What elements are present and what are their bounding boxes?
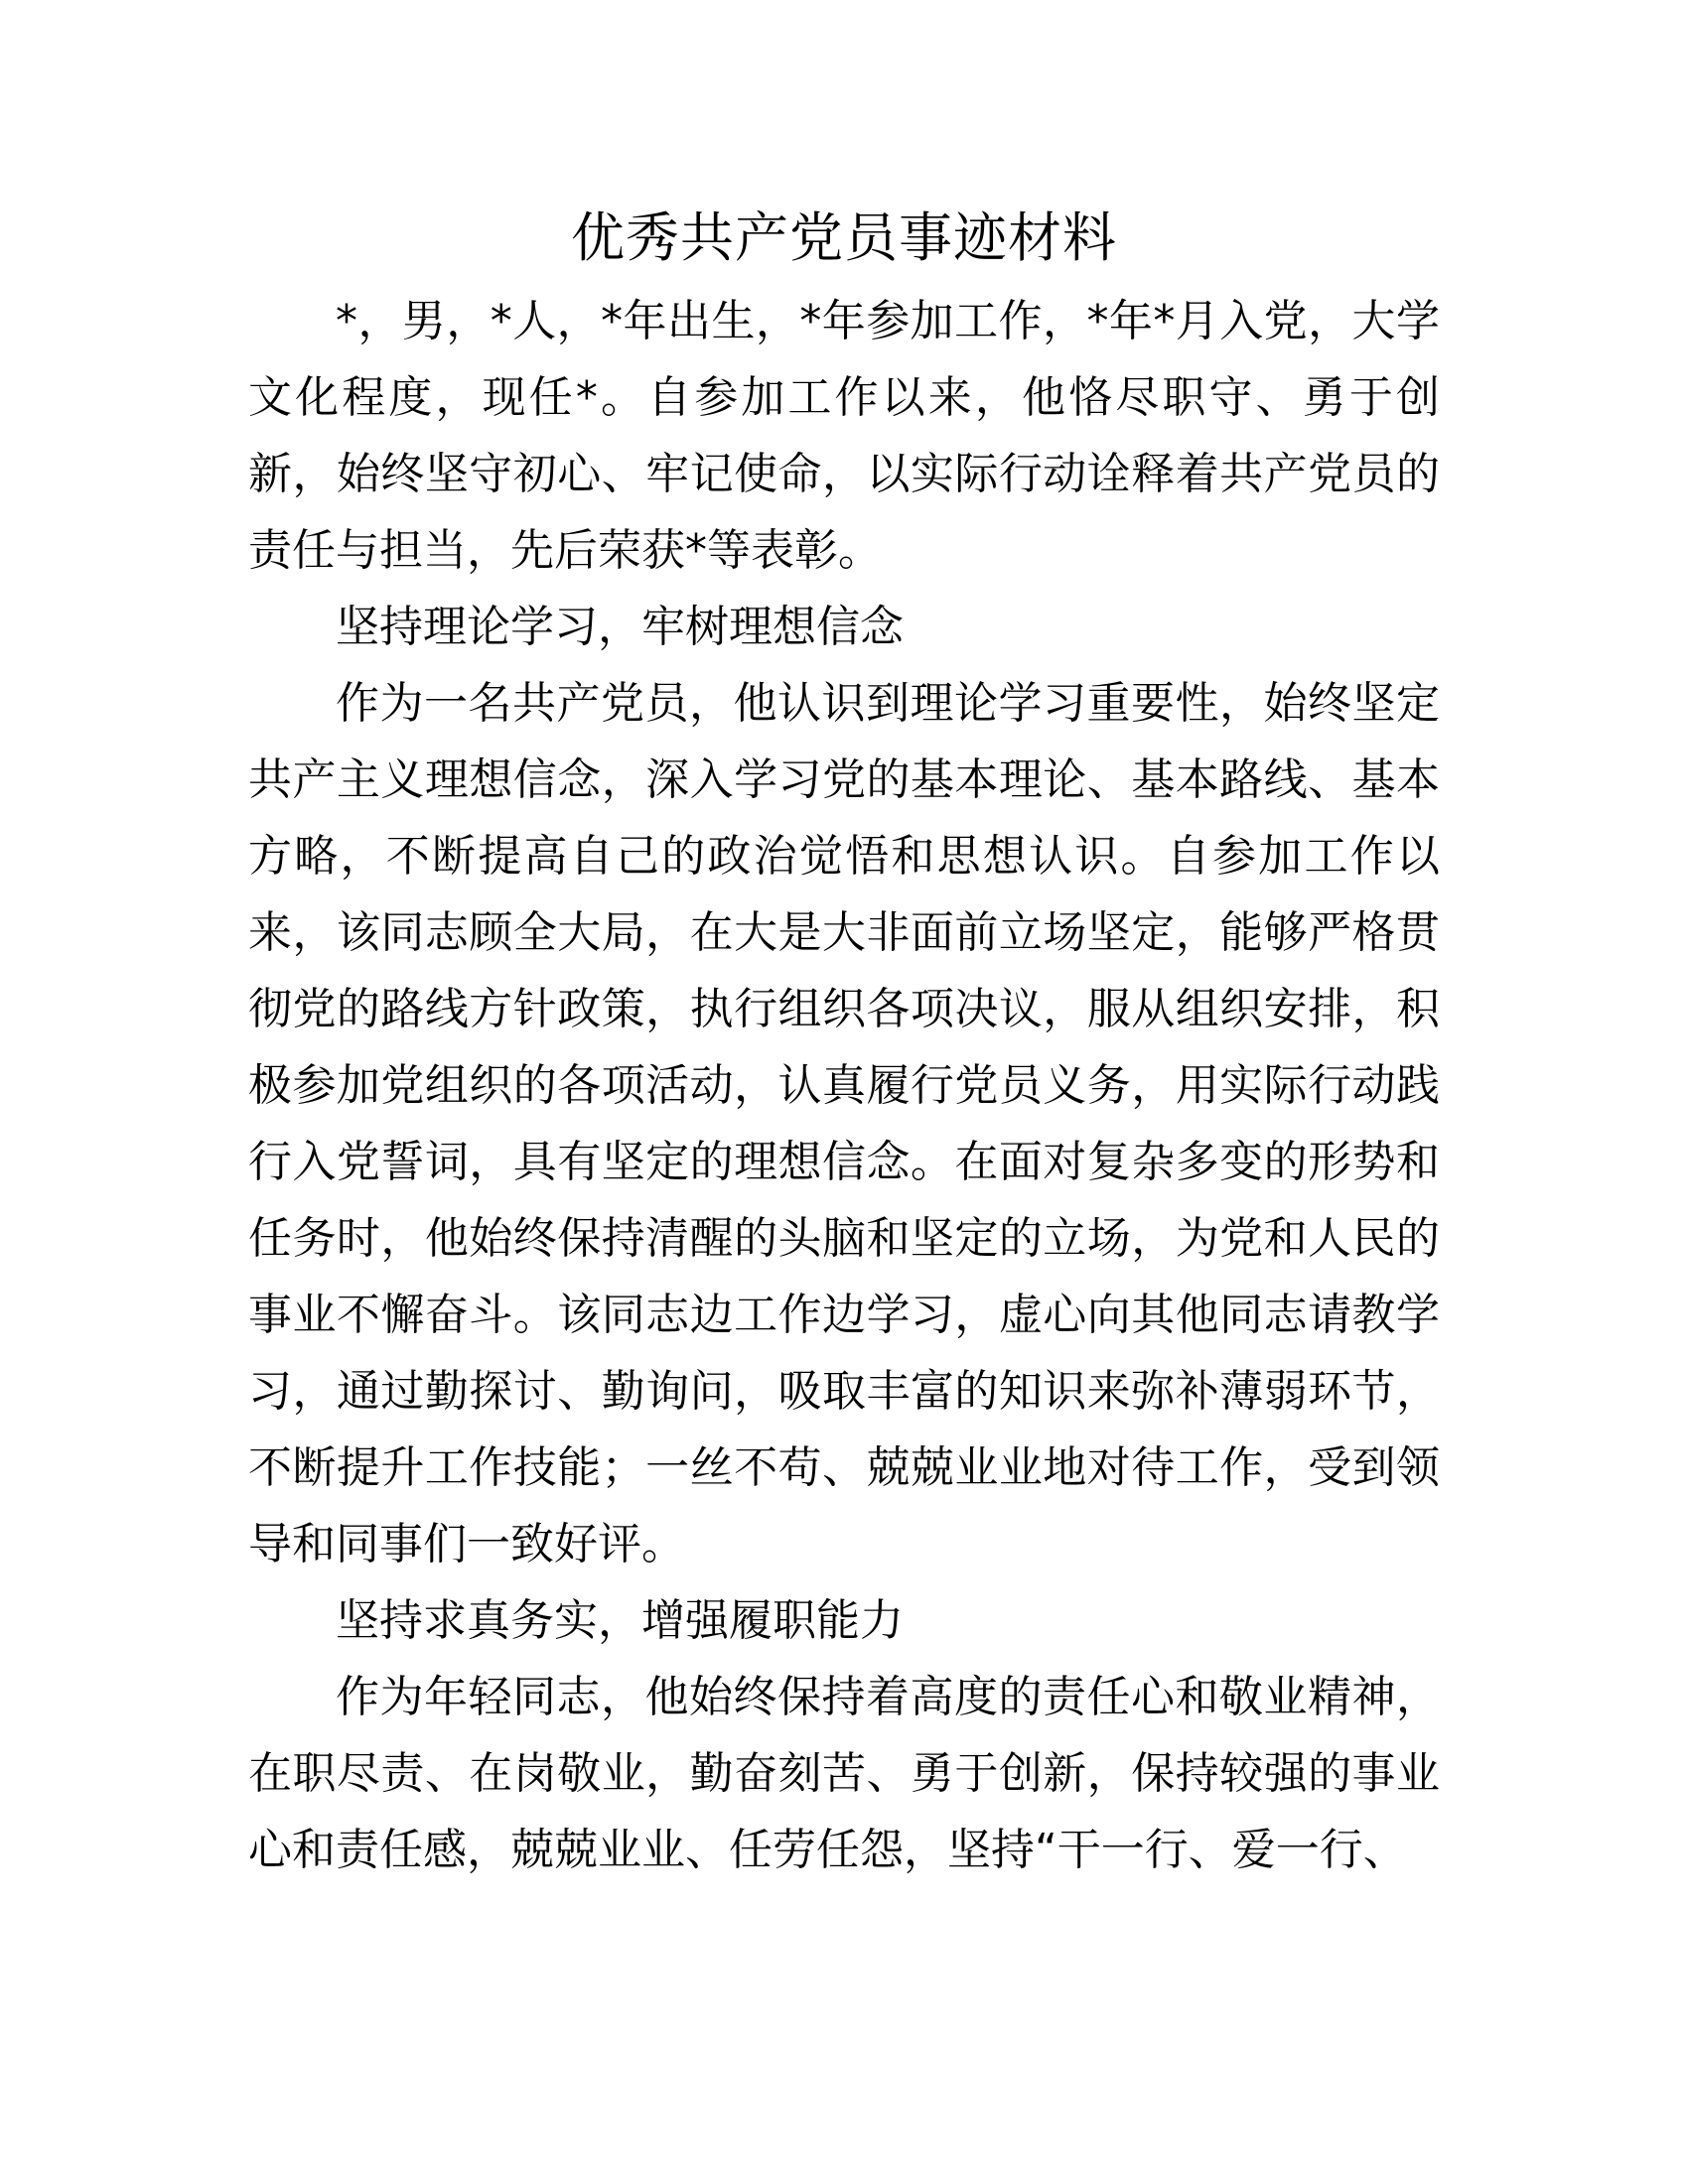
section-1-paragraph: 作为一名共产党员，他认识到理论学习重要性，始终坚定共产主义理想信念，深入学习党的基本理论、基本路线、基本方略，不断提高自己的政治觉悟和思想认识。自参加工作以来，该同志顾全大局，在大是大非面前立场坚定，能够严格贯彻党的路线方针政策，执行组织各项决议，服从组织安排，积极参加党组织的各项活动，认真履行党员义务，用实际行动践行入党誓词，具有坚定的理想信念。在面对复杂多变的形势和任务时，他始终保持清醒的头脑和坚定的立场，为党和人民的事业不懈奋斗。该同志边工作边学习，虚心向其他同志请教学习，通过勤探讨、勤询问，吸取丰富的知识来弥补薄弱环节，不断提升工作技能；一丝不苟、兢兢业业地对待工作，受到领导和同事们一致好评。 xyxy=(248,678,1440,1570)
intro-paragraph: *，男，*人，*年出生，*年参加工作，*年*月入党，大学文化程度，现任*。自参加工作以来，他恪尽职守、勇于创新，始终坚守初心、牢记使命，以实际行动诠释着共产党员的责任与担当，先后荣获*等表彰。 xyxy=(248,296,1440,576)
document-title: 优秀共产党员事迹材料 xyxy=(571,206,1117,269)
document-page xyxy=(248,194,1440,1888)
section-2-heading: 坚持求真务实，增强履职能力 xyxy=(336,1595,904,1646)
section-1-heading: 坚持理论学习，牢树理想信念 xyxy=(336,602,904,652)
section-2-paragraph: 作为年轻同志，他始终保持着高度的责任心和敬业精神，在职尽责、在岗敬业，勤奋刻苦、勇于创新，保持较强的事业心和责任感，兢兢业业、任劳任怨，坚持“干一行、爱一行、 xyxy=(248,1672,1440,1875)
